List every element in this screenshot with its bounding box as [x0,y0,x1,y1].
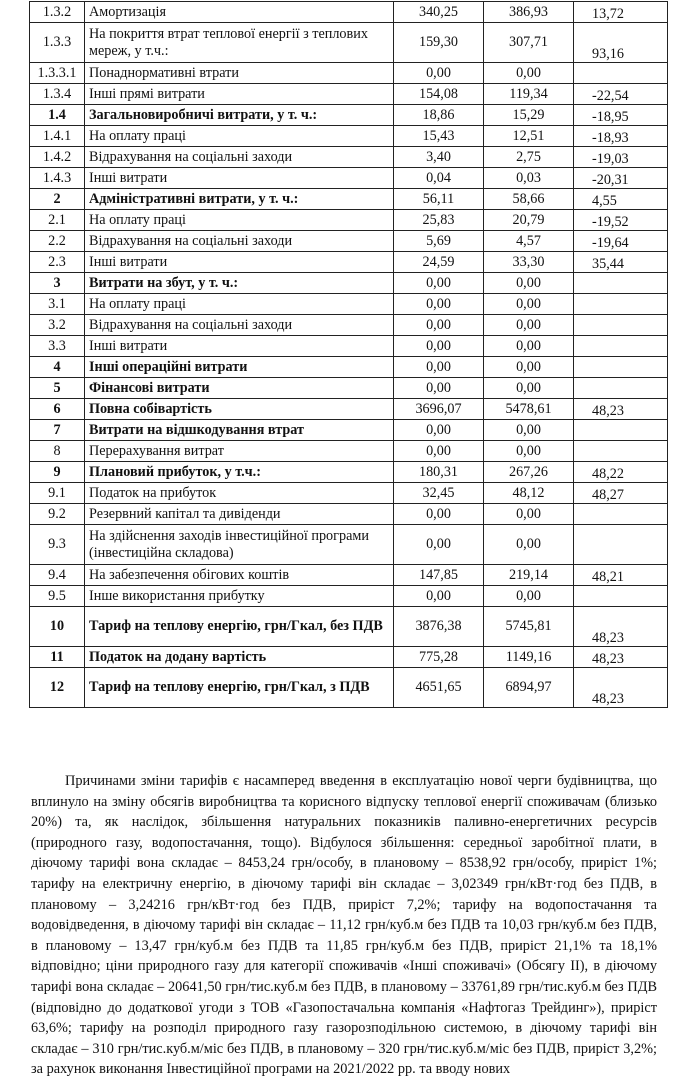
row-name: Відрахування на соціальні заходи [85,147,394,168]
value-current: 775,28 [394,647,484,668]
table-row [30,273,668,294]
row-name: Інші витрати [85,168,394,189]
value-current: 340,25 [394,2,484,23]
value-planned: 0,00 [484,525,574,565]
value-planned: 0,00 [484,420,574,441]
change-percent [574,420,668,441]
row-name: На забезпечення обігових коштів [85,565,394,586]
table-row [30,336,668,357]
value-current: 0,00 [394,357,484,378]
change-percent [574,273,668,294]
row-name: На покриття втрат теплової енергії з теплових мереж, у т.ч.: [85,23,394,63]
change-percent: 48,23 [574,668,668,708]
row-number: 4 [30,357,85,378]
value-planned: 0,00 [484,63,574,84]
value-planned: 2,75 [484,147,574,168]
row-number: 6 [30,399,85,420]
value-current: 0,00 [394,525,484,565]
row-name: На оплату праці [85,294,394,315]
value-current: 3696,07 [394,399,484,420]
value-planned: 6894,97 [484,668,574,708]
table-row [30,565,668,586]
value-current: 24,59 [394,252,484,273]
row-number: 1.3.3 [30,23,85,63]
value-planned: 0,00 [484,441,574,462]
row-number: 9.1 [30,483,85,504]
row-number: 3.1 [30,294,85,315]
row-number: 10 [30,607,85,647]
row-number: 9.4 [30,565,85,586]
row-name: Тариф на теплову енергію, грн/Гкал, без ПДВ [85,607,394,647]
value-current: 159,30 [394,23,484,63]
row-name: На оплату праці [85,210,394,231]
change-percent [574,586,668,607]
value-current: 0,00 [394,378,484,399]
table-row [30,441,668,462]
table-row [30,607,668,647]
change-percent [574,504,668,525]
value-planned: 386,93 [484,2,574,23]
table-row [30,126,668,147]
cost-table [29,1,668,708]
value-current: 154,08 [394,84,484,105]
table-row [30,294,668,315]
value-current: 32,45 [394,483,484,504]
row-name: Інші витрати [85,336,394,357]
change-percent: 48,27 [574,483,668,504]
row-name: Понаднормативні втрати [85,63,394,84]
table-row [30,586,668,607]
paragraph-text: Причинами зміни тарифів є насамперед введення в експлуатацію нової черги будівництва, що вплинуло на зміну обсягів виробництва та корисного відпуску теплової енергії споживачам (близько 20%) та, як наслідок, збільшення натуральних показників паливно-енергетичних ресурсів (природного газу, водопостачання, тощо). Відбулося збільшення: середньої заробітної плати, в діючому тарифі вона складає – 8453,24 грн/особу, в плановому – 8538,92 грн/особу, приріст 1%; тарифу на електричну енергію, в діючому тарифі він складає – 3,02349 грн/кВт·год без ПДВ, в плановому – 3,24216 грн/кВт·год без ПДВ, приріст 7,2%; тарифу на водопостачання та водовідведення, в діючому тарифі він складає – 11,12 грн/куб.м без ПДВ та 10,03 грн/куб.м без ПДВ, в плановому – 13,47 грн/куб.м без ПДВ та 11,85 грн/куб.м без ПДВ, приріст 21,1% та 18,1% відповідно; ціни природного газу для категорії споживачів «Інші споживачі» (Обсягу ІІ), в діючому тарифі вона складає – 20641,50 грн/тис.куб.м без ПДВ, в плановому – 33761,89 грн/тис.куб.м без ПДВ (відповідно до додаткової угоди з ТОВ «Газопостачальна компанія «Нафтогаз Трейдинг»), приріст 63,6%; тарифу на розподіл природного газу газорозподільною системою, в діючому тарифі він складає – 310 грн/тис.куб.м/міс без ПДВ, в плановому – 320 грн/тис.куб.м/міс без ПДВ, приріст 3,2%; за рахунок виконання Інвестиційної програми на 2021/2022 рр. та вводу нових [31,773,657,1078]
row-number: 12 [30,668,85,708]
value-planned: 0,00 [484,273,574,294]
table-row [30,252,668,273]
row-number: 1.3.3.1 [30,63,85,84]
value-current: 147,85 [394,565,484,586]
row-name: Амортизація [85,2,394,23]
change-percent: -18,93 [574,126,668,147]
table-row [30,231,668,252]
value-planned: 0,03 [484,168,574,189]
row-number: 1.4 [30,105,85,126]
value-current: 0,00 [394,336,484,357]
change-percent: 35,44 [574,252,668,273]
row-name: Повна собівартість [85,399,394,420]
row-number: 1.4.3 [30,168,85,189]
change-percent: -22,54 [574,84,668,105]
row-number: 1.4.1 [30,126,85,147]
value-planned: 12,51 [484,126,574,147]
value-planned: 0,00 [484,357,574,378]
value-planned: 0,00 [484,336,574,357]
value-current: 4651,65 [394,668,484,708]
row-number: 2.3 [30,252,85,273]
row-number: 5 [30,378,85,399]
table-row [30,63,668,84]
row-name: Витрати на відшкодування втрат [85,420,394,441]
change-percent: 13,72 [574,2,668,23]
change-percent [574,441,668,462]
row-name: Плановий прибуток, у т.ч.: [85,462,394,483]
change-percent: -19,52 [574,210,668,231]
value-planned: 58,66 [484,189,574,210]
row-number: 9.2 [30,504,85,525]
row-name: Податок на додану вартість [85,647,394,668]
row-number: 1.4.2 [30,147,85,168]
row-name: Тариф на теплову енергію, грн/Гкал, з ПДВ [85,668,394,708]
value-current: 0,00 [394,63,484,84]
row-number: 9 [30,462,85,483]
table-row [30,525,668,565]
change-percent: -19,03 [574,147,668,168]
table-row [30,504,668,525]
row-name: Інші прямі витрати [85,84,394,105]
value-planned: 0,00 [484,586,574,607]
value-current: 0,00 [394,294,484,315]
row-name: Резервний капітал та дивіденди [85,504,394,525]
explanation-paragraph [31,771,657,1080]
change-percent [574,378,668,399]
row-name: Перерахування витрат [85,441,394,462]
table-row [30,420,668,441]
change-percent: -18,95 [574,105,668,126]
row-name: Відрахування на соціальні заходи [85,315,394,336]
value-planned: 33,30 [484,252,574,273]
table-row [30,84,668,105]
table-row [30,105,668,126]
row-number: 1.3.2 [30,2,85,23]
table-row [30,168,668,189]
value-planned: 307,71 [484,23,574,63]
change-percent: 48,23 [574,647,668,668]
table-row [30,2,668,23]
change-percent: -19,64 [574,231,668,252]
change-percent [574,315,668,336]
row-name: Інше використання прибутку [85,586,394,607]
row-name: Податок на прибуток [85,483,394,504]
table-row [30,210,668,231]
row-name: На здійснення заходів інвестиційної програми (інвестиційна складова) [85,525,394,565]
value-planned: 267,26 [484,462,574,483]
row-number: 3.3 [30,336,85,357]
value-current: 56,11 [394,189,484,210]
row-number: 3.2 [30,315,85,336]
table-row [30,483,668,504]
row-number: 9.3 [30,525,85,565]
value-planned: 4,57 [484,231,574,252]
value-planned: 0,00 [484,504,574,525]
value-current: 0,00 [394,504,484,525]
change-percent: 48,22 [574,462,668,483]
row-name: Загальновиробничі витрати, у т. ч.: [85,105,394,126]
value-current: 0,00 [394,315,484,336]
change-percent [574,357,668,378]
row-number: 9.5 [30,586,85,607]
value-current: 15,43 [394,126,484,147]
row-name: Інші операційні витрати [85,357,394,378]
table-row [30,189,668,210]
change-percent: -20,31 [574,168,668,189]
table-row [30,399,668,420]
row-number: 8 [30,441,85,462]
change-percent [574,336,668,357]
value-planned: 48,12 [484,483,574,504]
row-number: 1.3.4 [30,84,85,105]
value-current: 0,00 [394,441,484,462]
value-current: 5,69 [394,231,484,252]
value-current: 180,31 [394,462,484,483]
value-planned: 219,14 [484,565,574,586]
row-number: 2 [30,189,85,210]
table-row [30,647,668,668]
value-planned: 15,29 [484,105,574,126]
row-number: 2.1 [30,210,85,231]
value-current: 0,00 [394,420,484,441]
row-name: Інші витрати [85,252,394,273]
value-planned: 1149,16 [484,647,574,668]
row-number: 7 [30,420,85,441]
value-planned: 0,00 [484,294,574,315]
row-number: 3 [30,273,85,294]
row-name: Фінансові витрати [85,378,394,399]
value-current: 0,00 [394,273,484,294]
change-percent: 48,21 [574,565,668,586]
table-row [30,23,668,63]
table-row [30,462,668,483]
change-percent: 93,16 [574,23,668,63]
row-name: На оплату праці [85,126,394,147]
change-percent [574,525,668,565]
value-current: 3,40 [394,147,484,168]
value-current: 25,83 [394,210,484,231]
row-name: Витрати на збут, у т. ч.: [85,273,394,294]
value-planned: 0,00 [484,378,574,399]
table-row [30,315,668,336]
value-planned: 5478,61 [484,399,574,420]
change-percent: 48,23 [574,607,668,647]
value-current: 3876,38 [394,607,484,647]
change-percent: 4,55 [574,189,668,210]
row-name: Адміністративні витрати, у т. ч.: [85,189,394,210]
row-number: 2.2 [30,231,85,252]
row-number: 11 [30,647,85,668]
value-current: 0,00 [394,586,484,607]
value-current: 18,86 [394,105,484,126]
table-row [30,357,668,378]
row-name: Відрахування на соціальні заходи [85,231,394,252]
value-planned: 119,34 [484,84,574,105]
change-percent [574,294,668,315]
change-percent: 48,23 [574,399,668,420]
value-planned: 20,79 [484,210,574,231]
table-row [30,378,668,399]
change-percent [574,63,668,84]
table-row [30,668,668,708]
table-row [30,147,668,168]
value-planned: 0,00 [484,315,574,336]
value-current: 0,04 [394,168,484,189]
value-planned: 5745,81 [484,607,574,647]
